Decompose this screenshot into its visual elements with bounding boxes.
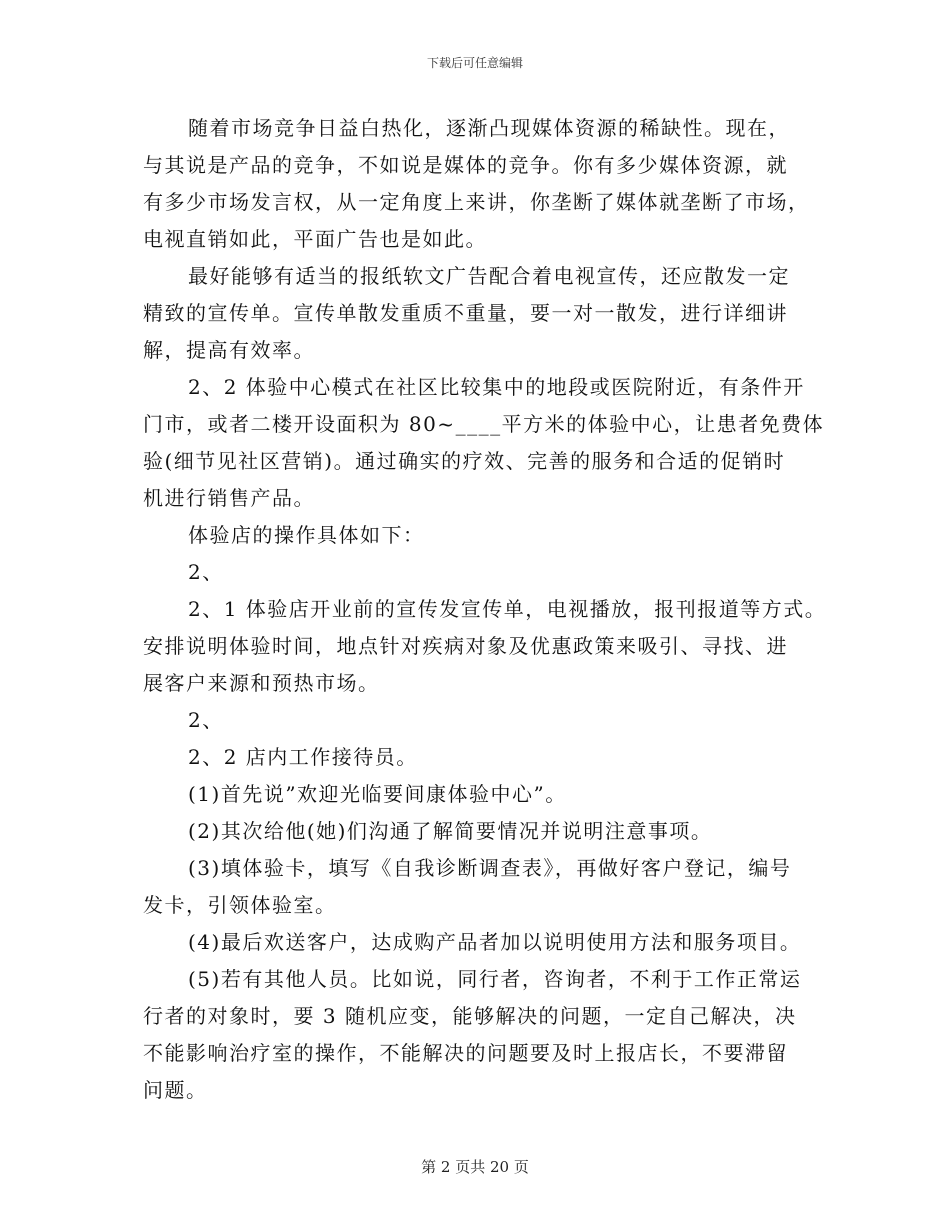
text-line: 2、2 店内工作接待员。 <box>188 745 418 769</box>
list-item: (3)填体验卡，填写《自我诊断调查表》，再做好客户登记，编号 <box>188 856 792 880</box>
text-line: 解，提高有效率。 <box>143 338 315 362</box>
list-item: (4)最后欢送客户，达成购产品者加以说明使用方法和服务项目。 <box>188 930 802 954</box>
document-body <box>143 110 827 1109</box>
text-line: 有多少市场发言权，从一定角度上来讲，你垄断了媒体就垄断了市场， <box>143 190 810 214</box>
text-line: 发卡，引领体验室。 <box>143 893 337 917</box>
text-line: 2、 <box>188 708 224 732</box>
page-header: 下载后可任意编辑 <box>426 56 523 70</box>
list-item: (5)若有其他人员。比如说，同行者，咨询者，不利于工作正常运 <box>188 967 802 991</box>
text-line: 随着市场竞争日益白热化，逐渐凸现媒体资源的稀缺性。现在， <box>188 116 790 140</box>
text-line: 2、2 体验中心模式在社区比较集中的地段或医院附近，有条件开 <box>188 375 805 399</box>
text-line: 门市，或者二楼开设面积为 80~____平方米的体验中心，让患者免费体 <box>143 412 825 436</box>
text-line: 不能影响治疗室的操作，不能解决的问题要及时上报店长，不要滞留 <box>143 1041 788 1065</box>
list-item: (2)其次给他(她)们沟通了解简要情况并说明注意事项。 <box>188 819 713 843</box>
page-footer: 第 2 页共 20 页 <box>421 1158 529 1176</box>
text-line: 2、 <box>188 560 224 584</box>
text-line: 精致的宣传单。宣传单散发重质不重量，要一对一散发，进行详细讲 <box>143 301 788 325</box>
text-line: 安排说明体验时间，地点针对疾病对象及优惠政策来吸引、寻找、进 <box>143 634 788 658</box>
text-line: 展客户来源和预热市场。 <box>143 671 380 695</box>
text-line: 体验店的操作具体如下： <box>188 523 425 547</box>
text-line: 2、1 体验店开业前的宣传发宣传单，电视播放，报刊报道等方式。 <box>188 597 827 621</box>
text-line: 问题。 <box>143 1078 208 1102</box>
text-line: 最好能够有适当的报纸软文广告配合着电视宣传，还应散发一定 <box>188 264 790 288</box>
text-line: 验(细节见社区营销)。通过确实的疗效、完善的服务和合适的促销时 <box>143 449 786 473</box>
text-line: 机进行销售产品。 <box>143 486 315 510</box>
text-line: 电视直销如此，平面广告也是如此。 <box>143 227 487 251</box>
text-line: 行者的对象时，要 3 随机应变，能够解决的问题，一定自己解决，决 <box>143 1004 797 1028</box>
list-item: (1)首先说”欢迎光临要间康体验中心”。 <box>188 782 567 806</box>
text-line: 与其说是产品的竞争，不如说是媒体的竞争。你有多少媒体资源，就 <box>143 153 788 177</box>
